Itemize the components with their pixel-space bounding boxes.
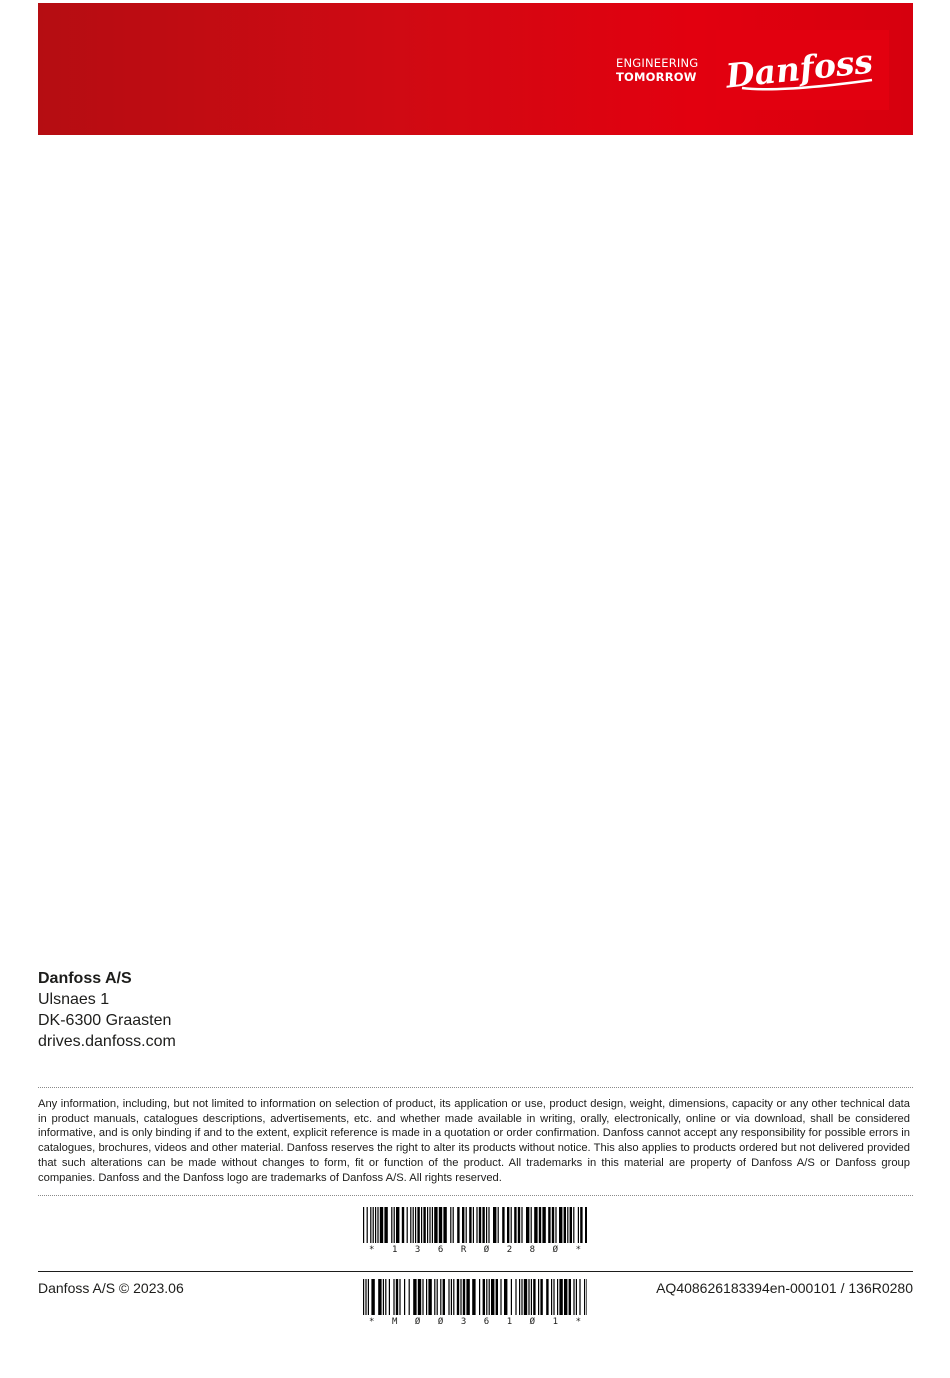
barcode-bar [407, 1207, 408, 1243]
barcode-char: 3 [414, 1245, 421, 1255]
barcode-bar [413, 1279, 416, 1315]
barcode-char: Ø [414, 1317, 421, 1327]
barcode-bar [538, 1279, 539, 1315]
barcode-bar [533, 1279, 535, 1315]
barcode-bar [584, 1279, 585, 1315]
barcode-bar [466, 1207, 467, 1243]
barcode-bar [511, 1207, 512, 1243]
barcode-bar [580, 1207, 582, 1243]
tagline-line1: ENGINEERING [616, 56, 699, 70]
barcode-bar [531, 1279, 532, 1315]
barcode-bar [515, 1279, 516, 1315]
barcode-bar [368, 1279, 369, 1315]
barcode-bar [466, 1279, 469, 1315]
barcode-bar [496, 1279, 498, 1315]
barcode-bar [559, 1279, 562, 1315]
barcode-bar [365, 1279, 366, 1315]
barcode-bar [437, 1279, 438, 1315]
barcode-bar [415, 1207, 416, 1243]
barcode-bar [573, 1279, 574, 1315]
barcode-bar [482, 1207, 484, 1243]
barcode-bar [443, 1279, 445, 1315]
barcode-bar [367, 1207, 368, 1243]
barcode-bar [519, 1279, 520, 1315]
tagline-line2: TOMORROW [616, 70, 697, 84]
barcode-bar [521, 1207, 522, 1243]
barcode-bar [479, 1279, 480, 1315]
barcode-bar [427, 1207, 428, 1243]
barcode-bar [576, 1279, 577, 1315]
barcode-char: 6 [437, 1245, 444, 1255]
barcode-bar [518, 1207, 520, 1243]
street-address: Ulsnaes 1 [38, 991, 110, 1008]
barcode-bar [363, 1279, 364, 1315]
barcode-bar [476, 1207, 477, 1243]
barcode-bar [377, 1207, 378, 1243]
barcode-bar [417, 1207, 419, 1243]
barcode-bar [383, 1279, 384, 1315]
barcode-bar [553, 1279, 554, 1315]
barcode-bar [428, 1279, 431, 1315]
barcode-bars [363, 1207, 587, 1243]
barcode-char: Ø [552, 1245, 559, 1255]
barcode-bar [493, 1207, 496, 1243]
footer-copyright: Danfoss A/S © 2023.06 [38, 1280, 184, 1296]
barcode-bar [402, 1207, 404, 1243]
barcode-bar [540, 1279, 542, 1315]
barcode-bar [457, 1207, 459, 1243]
barcode-document-text [363, 1317, 587, 1327]
barcode-bars [363, 1279, 587, 1315]
barcode-bar [457, 1279, 459, 1315]
barcode-bar [439, 1207, 442, 1243]
barcode-bar [434, 1207, 437, 1243]
barcode-bar [555, 1207, 556, 1243]
barcode-bar [502, 1207, 504, 1243]
barcode-bar [389, 1279, 390, 1315]
barcode-bar [432, 1207, 433, 1243]
barcode-bar [423, 1207, 425, 1243]
barcode-bar [378, 1279, 381, 1315]
barcode-bar [479, 1207, 481, 1243]
barcode-bar [399, 1279, 400, 1315]
barcode-bar [426, 1279, 427, 1315]
barcode-bar [573, 1207, 574, 1243]
barcode-bar [578, 1207, 579, 1243]
divider-bottom [38, 1195, 913, 1196]
barcode-bar [429, 1207, 430, 1243]
barcode-bar [486, 1279, 487, 1315]
barcode-bar [491, 1279, 494, 1315]
barcode-bar [504, 1279, 507, 1315]
barcode-bar [586, 1279, 587, 1315]
barcode-bar [393, 1279, 394, 1315]
barcode-char: 1 [552, 1317, 559, 1327]
company-name: Danfoss A/S [38, 970, 132, 987]
barcode-bar [391, 1207, 392, 1243]
barcode-bar [385, 1279, 386, 1315]
divider-top [38, 1087, 913, 1088]
address-block [38, 968, 176, 1052]
barcode-char: 1 [506, 1317, 513, 1327]
barcode-bar [443, 1207, 446, 1243]
barcode-bar [548, 1207, 550, 1243]
barcode-product-text [363, 1245, 587, 1255]
barcode-bar [469, 1207, 471, 1243]
barcode-char: 3 [460, 1317, 467, 1327]
barcode-bar [570, 1207, 572, 1243]
barcode-bar [489, 1279, 490, 1315]
barcode-bar [567, 1207, 568, 1243]
barcode-document [363, 1279, 587, 1327]
barcode-bar [559, 1207, 562, 1243]
barcode-char: 2 [506, 1245, 513, 1255]
barcode-bar [453, 1279, 454, 1315]
barcode-char: * [369, 1245, 375, 1255]
barcode-bar [483, 1279, 485, 1315]
footer-document-id: AQ408626183394en-000101 / 136R0280 [656, 1280, 913, 1296]
danfoss-logo-icon [716, 30, 889, 110]
barcode-bar [546, 1279, 548, 1315]
barcode-bar [448, 1279, 449, 1315]
barcode-bar [488, 1207, 489, 1243]
barcode-bar [380, 1207, 383, 1243]
barcode-char: Ø [437, 1317, 444, 1327]
barcode-bar [375, 1207, 376, 1243]
barcode-bar [552, 1207, 554, 1243]
danfoss-logo [716, 30, 889, 110]
barcode-bar [524, 1279, 527, 1315]
barcode-bar [384, 1207, 387, 1243]
barcode-bar [410, 1207, 411, 1243]
barcode-bar [526, 1207, 529, 1243]
barcode-bar [418, 1279, 421, 1315]
barcode-bar [564, 1279, 567, 1315]
barcode-bar [409, 1279, 410, 1315]
barcode-bar [569, 1279, 571, 1315]
barcode-bar [528, 1279, 529, 1315]
barcode-bar [585, 1207, 587, 1243]
barcode-bar [579, 1279, 580, 1315]
barcode-char: * [575, 1245, 581, 1255]
barcode-char: 8 [529, 1245, 536, 1255]
barcode-bar [534, 1207, 537, 1243]
barcode-bar [396, 1207, 399, 1243]
barcode-bar [453, 1207, 454, 1243]
barcode-bar [451, 1279, 452, 1315]
barcode-bar [500, 1279, 501, 1315]
barcode-bar [434, 1279, 435, 1315]
city-address: DK-6300 Graasten [38, 1012, 172, 1029]
barcode-char: R [460, 1245, 467, 1255]
barcode-bar [539, 1207, 541, 1243]
barcode-bar [440, 1279, 441, 1315]
barcode-char: Ø [483, 1245, 490, 1255]
barcode-bar [472, 1279, 475, 1315]
barcode-product [363, 1207, 587, 1255]
barcode-bar [564, 1207, 566, 1243]
barcode-bar [413, 1207, 414, 1243]
barcode-bar [396, 1279, 398, 1315]
danfoss-logo-text: Danfoss [724, 41, 875, 96]
barcode-bar [371, 1279, 374, 1315]
barcode-bar [542, 1207, 545, 1243]
header-banner [38, 3, 913, 135]
barcode-bar [370, 1207, 371, 1243]
barcode-char: 1 [391, 1245, 398, 1255]
barcode-char: Ø [529, 1317, 536, 1327]
barcode-bar [462, 1207, 464, 1243]
barcode-bar [557, 1279, 558, 1315]
footer-rule [38, 1271, 913, 1272]
barcode-char: 6 [483, 1317, 490, 1327]
barcode-bar [463, 1279, 465, 1315]
barcode-bar [450, 1207, 451, 1243]
barcode-bar [486, 1207, 487, 1243]
barcode-bar [404, 1279, 405, 1315]
barcode-bar [511, 1279, 512, 1315]
barcode-bar [551, 1279, 552, 1315]
disclaimer-text: Any information, including, but not limited to information on selection of product, its application or use, product design, weight, dimensions, capacity or any other technical data in product manuals, catalogues descriptions, advertisements, etc. and whether made available in writing, orally, electronically, online or via download, shall be considered informative, and is only binding if and to the extent, explicit reference is made in a quotation or order confirmation. Danfoss cannot accept any responsibility for possible errors in catalogues, brochures, videos and other material. Danfoss reserves the right to alter its products without notice. This also applies to products ordered but not delivered provided that such alterations can be made without changes to form, fit or function of the product. All trademarks in this material are property of Danfoss A/S or Danfoss group companies. Danfoss and the Danfoss logo are trademarks of Danfoss A/S. All rights reserved. [38, 1098, 910, 1184]
barcode-char: M [391, 1317, 398, 1327]
barcode-bar [531, 1207, 532, 1243]
barcode-bar [498, 1207, 499, 1243]
barcode-bar [363, 1207, 364, 1243]
barcode-bar [521, 1279, 522, 1315]
barcode-bar [460, 1279, 461, 1315]
barcode-char: * [575, 1317, 581, 1327]
barcode-char: * [369, 1317, 375, 1327]
barcode-bar [473, 1207, 474, 1243]
barcode-bar [514, 1207, 516, 1243]
barcode-bar [394, 1207, 395, 1243]
barcode-bar [373, 1207, 374, 1243]
barcode-bar [421, 1207, 422, 1243]
barcode-bar [507, 1207, 509, 1243]
website-link[interactable]: drives.danfoss.com [38, 1033, 176, 1050]
barcode-bar [422, 1279, 423, 1315]
